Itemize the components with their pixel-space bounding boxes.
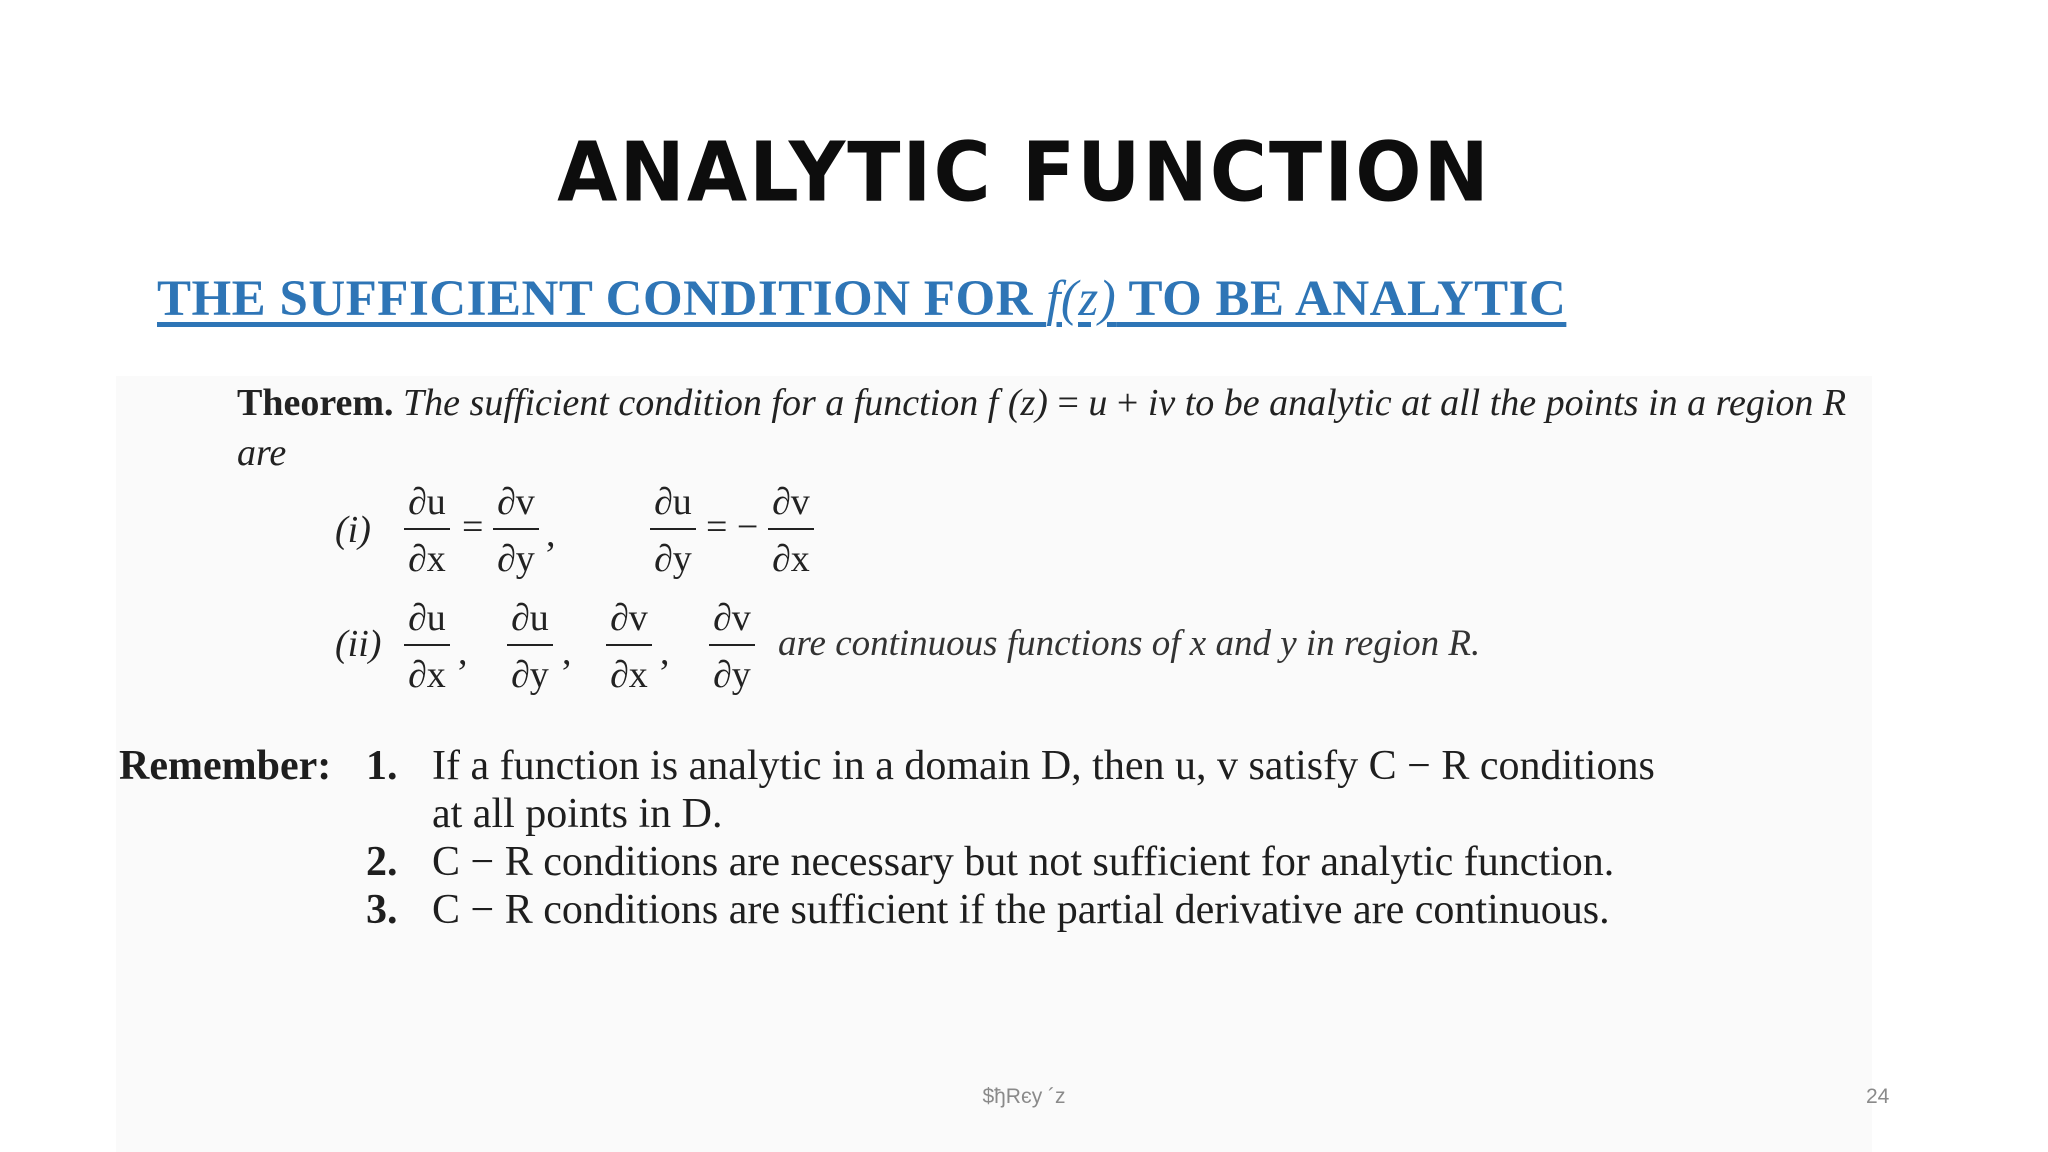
fraction-denominator: ∂y [497, 538, 535, 580]
condition-ii-label: (ii) [335, 623, 382, 665]
fraction-denominator: ∂y [511, 654, 549, 696]
footer-author: $ђRєу ´z [982, 1085, 1066, 1108]
item-number: 2. [366, 839, 398, 885]
subtitle-text-before: THE SUFFICIENT CONDITION FOR [157, 271, 1047, 327]
remember-heading: Remember: [119, 743, 332, 789]
remember-item-1-line-2: at all points in D. [432, 791, 723, 837]
slide-title: ANALYTIC FUNCTION [557, 125, 1491, 221]
theorem-equals: = [1057, 382, 1089, 424]
item-number: 3. [366, 887, 398, 933]
subtitle-function: f(z) [1046, 271, 1117, 327]
fraction-dv-dx [768, 476, 814, 588]
theorem-text-1: The sufficient condition for a function f (z) [393, 382, 1058, 424]
fraction-denominator: ∂x [408, 538, 446, 580]
fraction-du-dy [507, 592, 553, 704]
comma: , [458, 631, 468, 673]
remember-number-2 [366, 838, 398, 886]
remember-item-1-line-1: If a function is analytic in a domain D, then u, v satisfy C − R conditions [432, 743, 1655, 789]
fraction-numerator: ∂v [709, 592, 755, 646]
fraction-numerator: ∂u [404, 592, 450, 646]
fraction-numerator: ∂u [404, 476, 450, 530]
fraction-du-dx [404, 592, 450, 704]
fraction-dv-dx [606, 592, 652, 704]
theorem-text-2: u [1088, 382, 1108, 424]
remember-number-3 [366, 886, 398, 934]
fraction-numerator: ∂u [650, 476, 696, 530]
comma: , [546, 513, 556, 555]
fraction-denominator: ∂x [772, 538, 810, 580]
theorem-statement [237, 378, 1877, 478]
equals-sign: = [462, 506, 484, 548]
page-number: 24 [1866, 1085, 1890, 1108]
fraction-numerator: ∂v [493, 476, 539, 530]
slide-subtitle [157, 270, 1566, 328]
equals-minus-sign: = − [706, 506, 759, 548]
condition-i-label: (i) [335, 509, 371, 551]
continuity-statement: are continuous functions of x and y in region R. [778, 623, 1481, 664]
fraction-numerator: ∂u [507, 592, 553, 646]
fraction-numerator: ∂v [606, 592, 652, 646]
fraction-du-dx [404, 476, 450, 588]
fraction-dv-dy [709, 592, 755, 704]
remember-item-2: C − R conditions are necessary but not sufficient for analytic function. [432, 839, 1615, 885]
theorem-plus: + [1107, 382, 1148, 424]
theorem-label: Theorem. [237, 382, 394, 424]
fraction-denominator: ∂x [408, 654, 446, 696]
fraction-denominator: ∂y [713, 654, 751, 696]
subtitle-text-after: TO BE ANALYTIC [1116, 271, 1567, 327]
fraction-dv-dy [493, 476, 539, 588]
fraction-du-dy [650, 476, 696, 588]
comma: , [660, 631, 670, 673]
item-number: 1. [366, 743, 398, 789]
remember-label [119, 742, 331, 790]
fraction-denominator: ∂y [654, 538, 692, 580]
fraction-numerator: ∂v [768, 476, 814, 530]
remember-item-3: C − R conditions are sufficient if the partial derivative are continuous. [432, 887, 1610, 933]
remember-number-1 [366, 742, 398, 790]
theorem-text-3: iv to be analytic at all the points in a region R are [237, 382, 1847, 474]
fraction-denominator: ∂x [610, 654, 648, 696]
comma: , [562, 631, 572, 673]
